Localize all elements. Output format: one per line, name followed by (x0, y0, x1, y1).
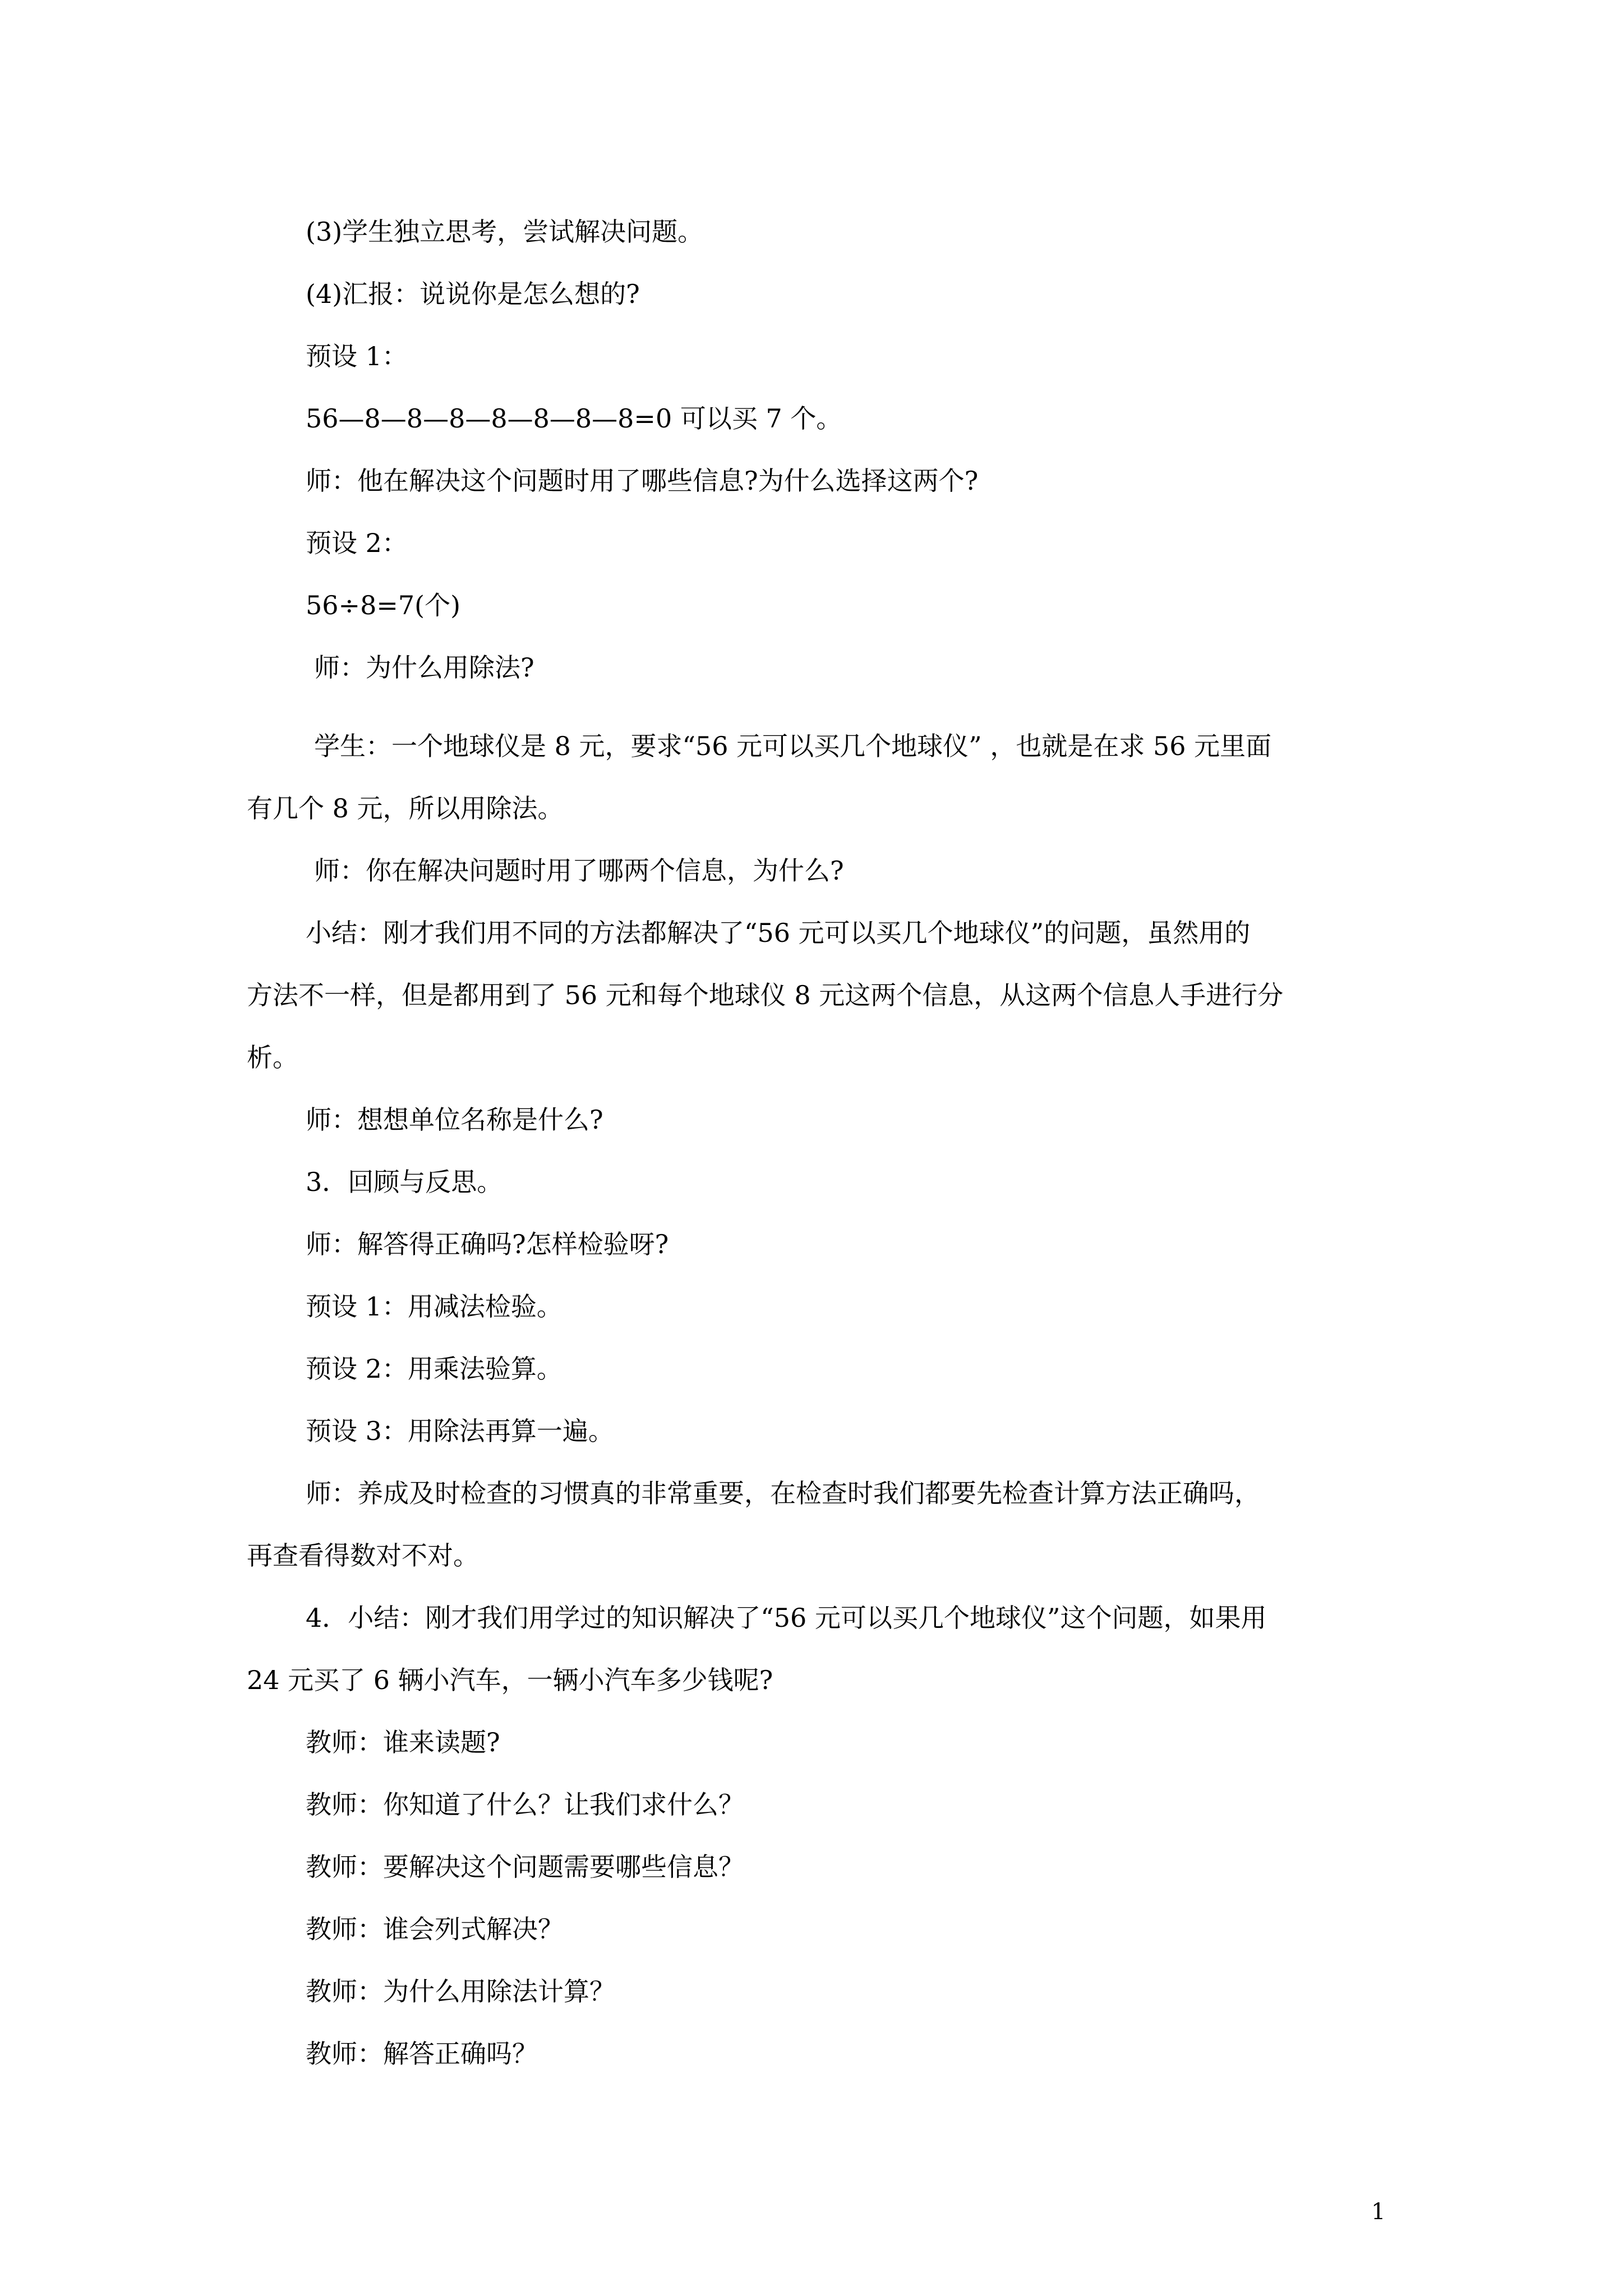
text-line: 教师：为什么用除法计算？ (306, 1976, 615, 2007)
text-line: 析。 (247, 1042, 298, 1073)
text-line: 预设 2： (306, 528, 408, 558)
text-line: 师：为什么用除法? (314, 652, 534, 683)
text-line: 方法不一样，但是都用到了 56 元和每个地球仪 8 元这两个信息，从这两个信息人手进行分 (247, 980, 1284, 1010)
text-line: 教师：你知道了什么？让我们求什么？ (306, 1789, 744, 1820)
text-line: (4)汇报：说说你是怎么想的? (306, 279, 640, 309)
text-line: 有几个 8 元，所以用除法。 (247, 793, 564, 823)
text-line: 小结：刚才我们用不同的方法都解决了“56 元可以买几个地球仪”的问题，虽然用的 (306, 918, 1251, 948)
text-line: 24 元买了 6 辆小汽车，一辆小汽车多少钱呢? (247, 1665, 773, 1695)
text-line: 教师：谁来读题? (306, 1727, 500, 1757)
text-line: 教师：要解决这个问题需要哪些信息？ (306, 1852, 744, 1882)
text-line: 再查看得数对不对。 (247, 1540, 479, 1571)
text-line: 教师：解答正确吗？ (306, 2039, 538, 2069)
text-line: 学生：一个地球仪是 8 元，要求“56 元可以买几个地球仪” ，也就是在求 56 元里面 (314, 731, 1272, 761)
text-line: 师：解答得正确吗?怎样检验呀? (306, 1229, 669, 1259)
text-line: 师：他在解决这个问题时用了哪些信息?为什么选择这两个? (306, 466, 979, 496)
text-line: (3)学生独立思考，尝试解决问题。 (306, 217, 704, 247)
text-line: 4．小结：刚才我们用学过的知识解决了“56 元可以买几个地球仪”这个问题，如果用 (306, 1603, 1267, 1633)
formula-line: 56÷8=7(个) (306, 590, 461, 620)
text-line: 教师：谁会列式解决？ (306, 1914, 564, 1944)
text-line: 预设 1：用减法检验。 (306, 1291, 562, 1322)
formula-line: 56—8—8—8—8—8—8—8=0 可以买 7 个。 (306, 403, 842, 434)
text-line: 3．回顾与反思。 (306, 1167, 503, 1197)
text-line: 师：想想单位名称是什么? (306, 1105, 603, 1135)
text-line: 师：你在解决问题时用了哪两个信息，为什么? (314, 855, 844, 886)
text-line: 预设 1： (306, 341, 408, 371)
text-line: 师：养成及时检查的习惯真的非常重要，在检查时我们都要先检查计算方法正确吗， (306, 1478, 1260, 1508)
text-line: 预设 2：用乘法验算。 (306, 1354, 562, 1384)
page-number: 1 (1371, 2199, 1386, 2225)
text-line: 预设 3：用除法再算一遍。 (306, 1416, 614, 1446)
